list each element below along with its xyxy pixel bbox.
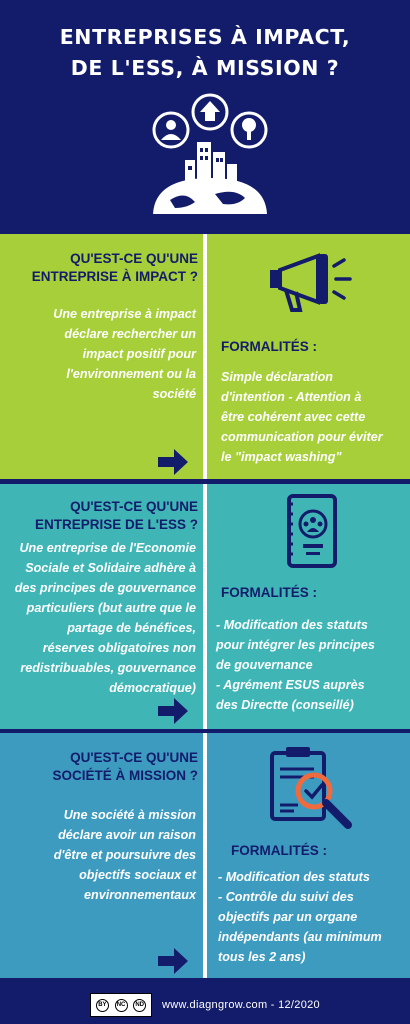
question-line-1: QU'EST-CE QU'UNE (70, 251, 198, 266)
formalities-text (218, 867, 382, 967)
description-line: réserves obligatoires non (42, 641, 196, 655)
description-line: déclare rechercher un (64, 327, 196, 341)
formalities-line: d'intention - Attention à (221, 390, 362, 404)
formalities-line: objectifs par un organe (218, 910, 358, 924)
description-line: d'être et poursuivre des (53, 848, 196, 862)
question-heading (52, 749, 198, 785)
formalities-line: - Modification des statuts (218, 870, 370, 884)
formalities-line: des Directte (conseillé) (216, 698, 354, 712)
description-line: objectifs sociaux et (79, 868, 196, 882)
description-line: Une entreprise à impact (53, 307, 196, 321)
megaphone-icon (268, 252, 354, 312)
description-line: déclare avoir un raison (58, 828, 196, 842)
description-line: l'environnement ou la (66, 367, 196, 381)
impact-globe-icon (145, 90, 275, 220)
description-line: des principes de gouvernance (14, 581, 196, 595)
arrow-right-icon (158, 948, 188, 974)
question-line-2: ENTREPRISE DE L'ESS ? (35, 517, 198, 532)
description-line: partage de bénéfices, (67, 621, 196, 635)
formalities-line: de gouvernance (216, 658, 313, 672)
arrow-right-icon (158, 698, 188, 724)
formalities-line: - Contrôle du suivi des (218, 890, 354, 904)
description (53, 304, 196, 404)
footer-credit: www.diagngrow.com - 12/2020 (162, 999, 320, 1011)
formalities-text (216, 615, 375, 715)
page-title (0, 22, 410, 84)
footer (0, 986, 410, 1024)
section-divider (203, 484, 207, 729)
question-line-1: QU'EST-CE QU'UNE (70, 499, 198, 514)
formalities-line: - Agrément ESUS auprès (216, 678, 365, 692)
description-line: démocratique) (109, 681, 196, 695)
formalities-line: le "impact washing" (221, 450, 342, 464)
section-mission (0, 733, 410, 978)
description-line: particuliers (but autre que le (26, 601, 196, 615)
book-people-icon (283, 494, 339, 570)
formalities-line: Simple déclaration (221, 370, 333, 384)
description-line: Sociale et Solidaire adhère à (25, 561, 196, 575)
formalities-heading: FORMALITÉS : (221, 339, 317, 354)
section-divider (203, 733, 207, 978)
section-impact (0, 234, 410, 479)
section-divider (203, 234, 207, 479)
title-line-1: ENTREPRISES À IMPACT, (59, 25, 351, 49)
question-line-1: QU'EST-CE QU'UNE (70, 750, 198, 765)
description-line: impact positif pour (82, 347, 196, 361)
cc-nc-icon: NC (115, 999, 128, 1012)
description-line: environnementaux (84, 888, 196, 902)
description-line: société (152, 387, 196, 401)
arrow-right-icon (158, 449, 188, 475)
formalities-line: communication pour éviter (221, 430, 383, 444)
formalities-line: - Modification des statuts (216, 618, 368, 632)
formalities-line: tous les 2 ans) (218, 950, 306, 964)
question-heading (32, 250, 198, 286)
section-ess (0, 484, 410, 729)
description-line: Une entreprise de l'Economie (19, 541, 196, 555)
formalities-line: pour intégrer les principes (216, 638, 375, 652)
question-line-2: SOCIÉTÉ À MISSION ? (52, 768, 198, 783)
formalities-line: être cohérent avec cette (221, 410, 366, 424)
formalities-line: indépendants (au minimum (218, 930, 382, 944)
question-line-2: ENTREPRISE À IMPACT ? (31, 269, 198, 284)
formalities-heading: FORMALITÉS : (221, 585, 317, 600)
description-line: redistribuables, gouvernance (20, 661, 196, 675)
formalities-heading: FORMALITÉS : (231, 843, 327, 858)
cc-by-icon: BY (96, 999, 109, 1012)
cc-nd-icon: ND (133, 999, 146, 1012)
description (15, 538, 196, 698)
description (54, 805, 196, 905)
creative-commons-badge (90, 993, 152, 1017)
formalities-text (221, 367, 383, 467)
question-heading (35, 498, 198, 534)
description-line: Une société à mission (63, 808, 196, 822)
clipboard-magnifier-icon (268, 745, 358, 833)
title-line-2: DE L'ESS, À MISSION ? (70, 56, 340, 80)
